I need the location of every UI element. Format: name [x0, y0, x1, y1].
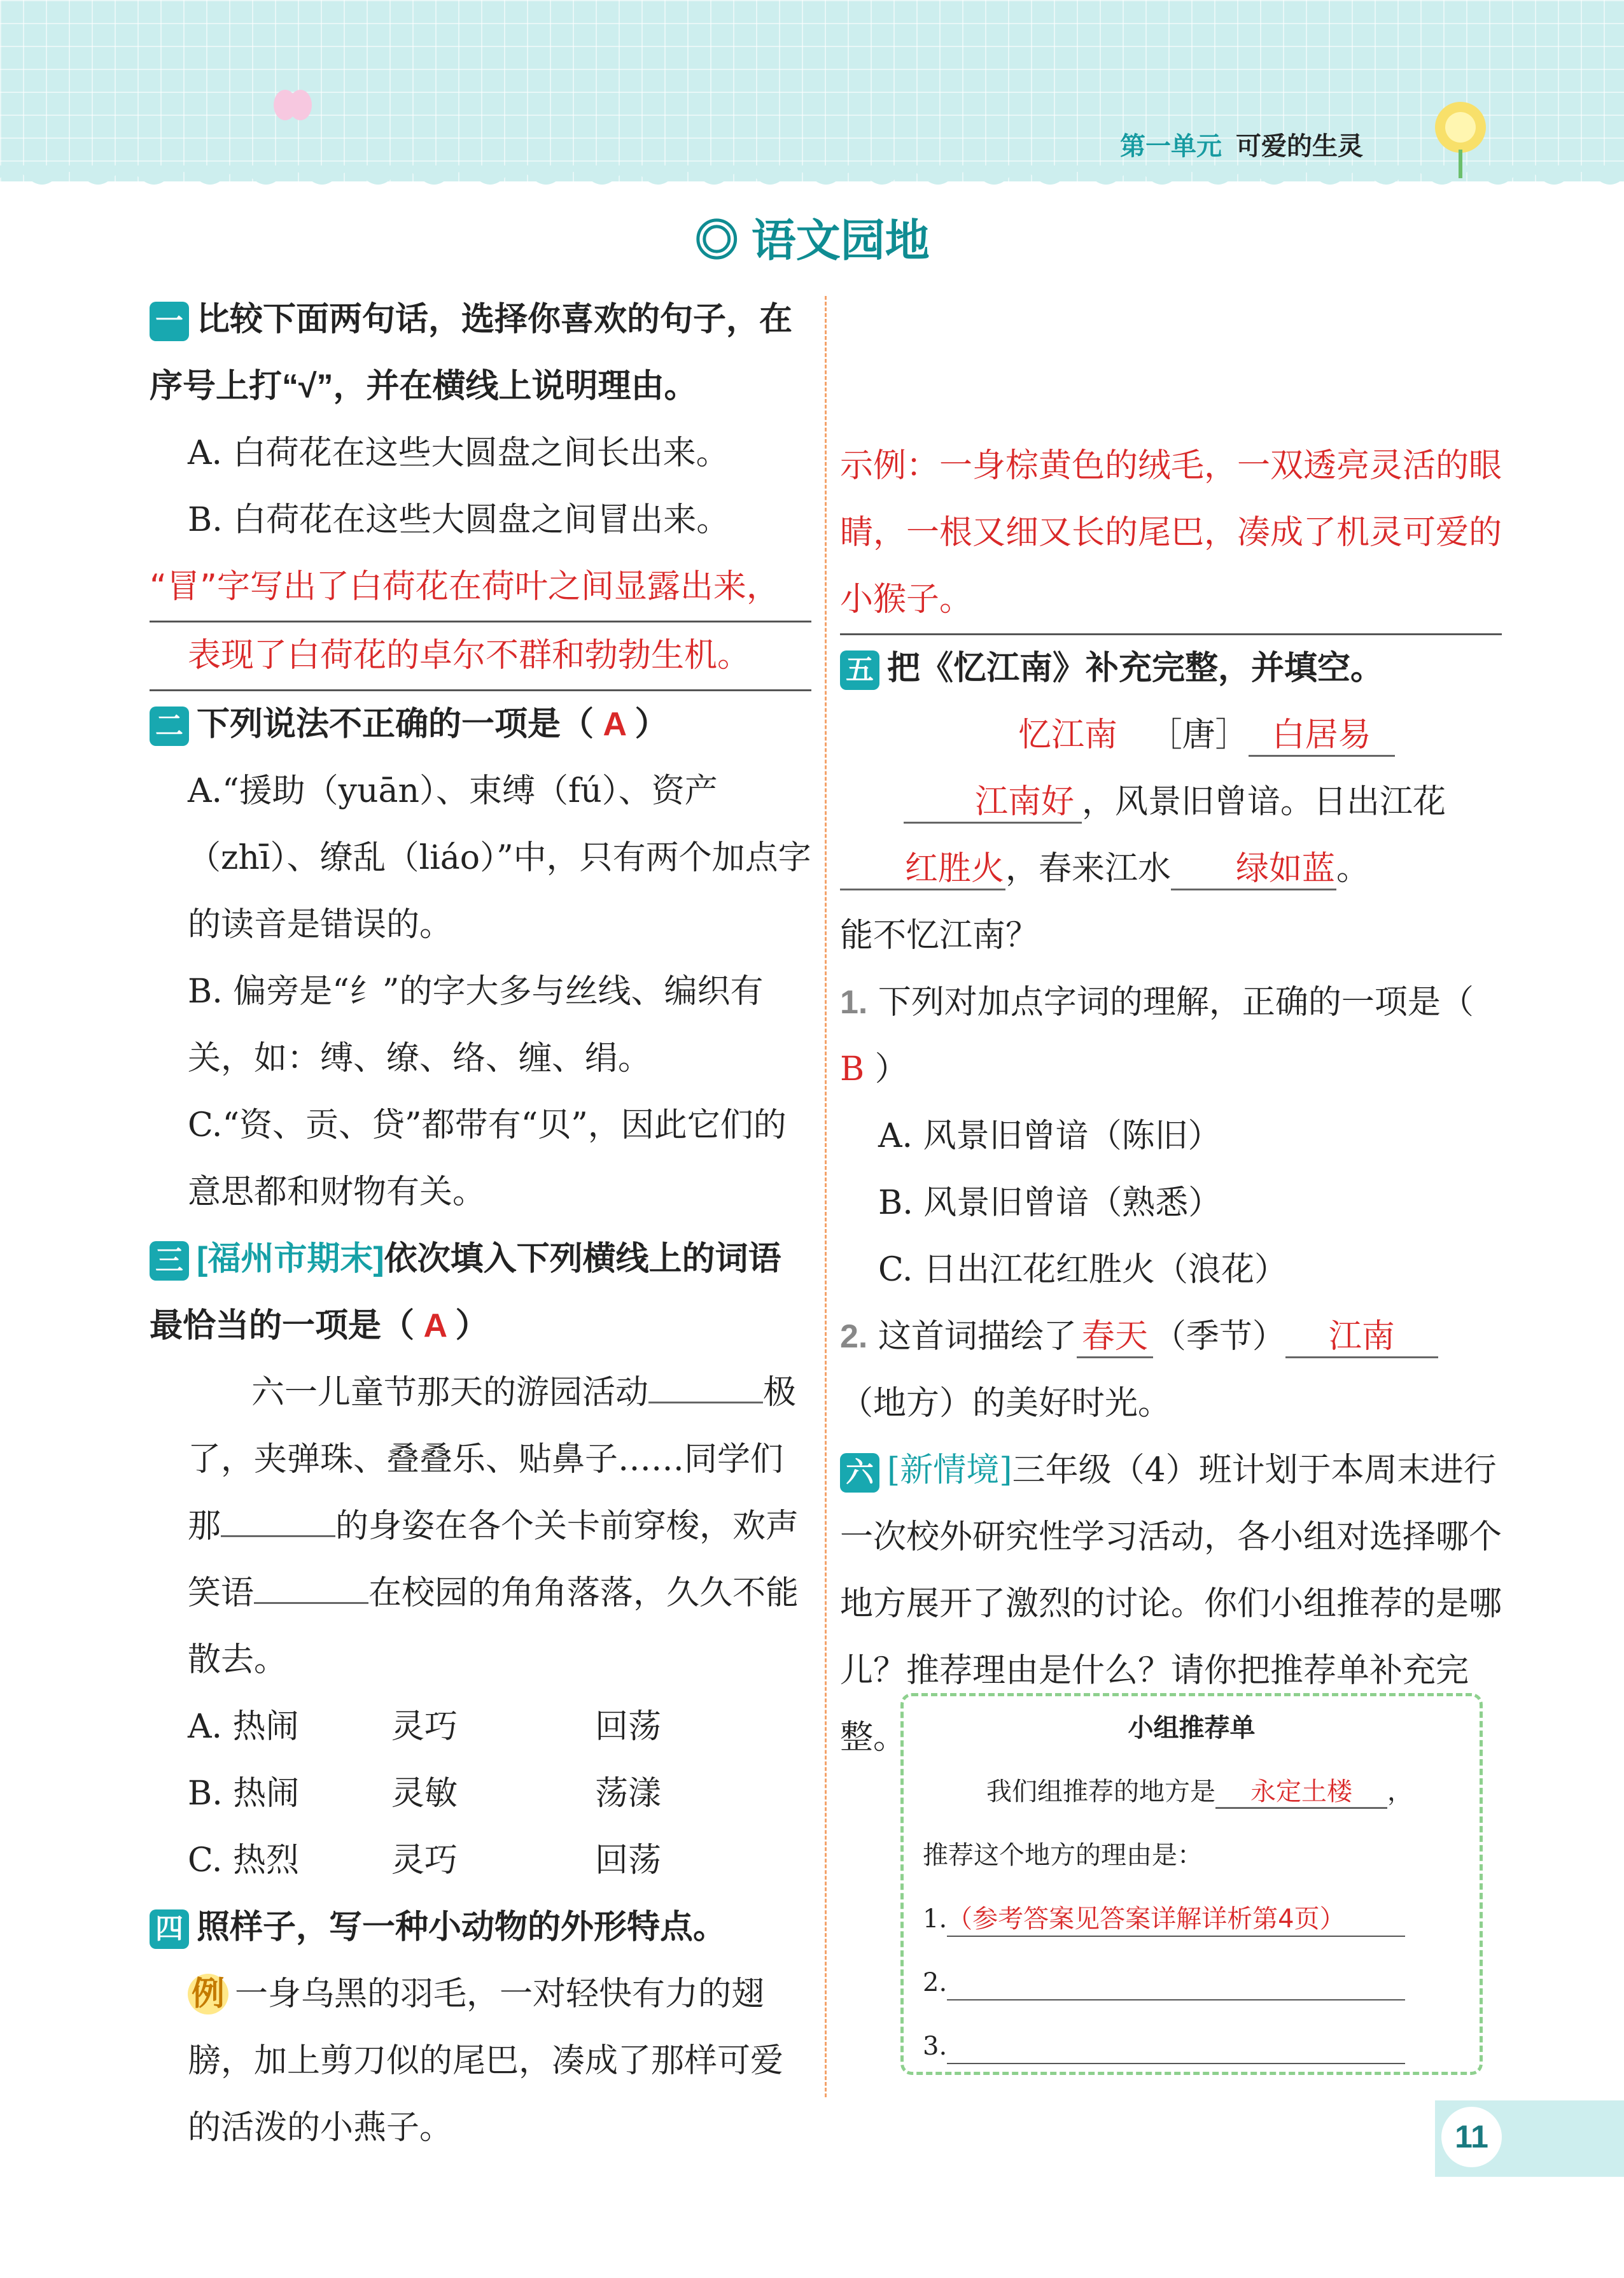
poem-line-2b: ，春来江水 [1005, 850, 1172, 888]
poem-blank-1: 江南好 [904, 782, 1082, 824]
poem-line-2c: 。 [1336, 850, 1370, 888]
q3-b-2: 灵敏 [391, 1775, 458, 1813]
q3-p1: 六一儿童节那天的游园活动 [251, 1374, 649, 1412]
q3-answer: A [423, 1307, 447, 1344]
q3-a-2: 灵巧 [391, 1708, 458, 1746]
q3-close: ） [455, 1307, 489, 1344]
q3-b-3: 荡漾 [595, 1775, 662, 1813]
q3-p4: 在校园的角角落落，久久不能散去。 [188, 1574, 799, 1679]
right-column [840, 286, 1502, 1771]
q5-badge: 五 [840, 650, 879, 690]
page-number-band [1435, 2100, 1624, 2177]
poem-blank-2: 红胜火 [840, 849, 1005, 890]
card-line-1: 我们组推荐的地方是 [986, 1777, 1215, 1806]
q2 [150, 691, 811, 758]
q3-blank-2 [221, 1502, 335, 1537]
q4-badge: 四 [150, 1909, 189, 1949]
q4-text: 照样子，写一种小动物的外形特点。 [197, 1909, 727, 1946]
poem-line-1: ，风景旧曾谙。日出江 [1082, 783, 1413, 821]
page-title: ◎ 语文园地 [694, 216, 930, 265]
poem-line-2a: 花 [1413, 783, 1446, 821]
q6-badge: 六 [840, 1453, 879, 1493]
q5-sub2-text: 这首词描绘了 [878, 1318, 1077, 1356]
q5-place-label: （地方）的美好时光。 [840, 1384, 1172, 1423]
sunflower-icon [1425, 95, 1495, 178]
q4 [150, 1894, 811, 1961]
q5-sub2-num: 2. [840, 1318, 868, 1355]
q2-text: 下列说法不正确的一项是（ [197, 706, 594, 743]
q5-sub1-answer: B [840, 1050, 865, 1088]
q1-option-b-text: B. 白荷花在这些大圆盘之间冒出来。 [188, 501, 730, 539]
q5-sub1-num: 1. [840, 984, 868, 1021]
q3-c-3: 回荡 [595, 1841, 662, 1880]
poem-title: 忆江南 [1018, 716, 1118, 754]
q5-sub1-text: 下列对加点字词的理解，正确的一项是（ [878, 983, 1474, 1022]
q5-sub1-close: ） [874, 1050, 908, 1088]
q5-option-c: C. 日出江花红胜火（浪花） [878, 1251, 1287, 1289]
q3-p2: 极了，夹弹珠、叠叠乐、贴鼻子……同学们那 [188, 1374, 797, 1545]
q2-answer: A [603, 706, 626, 743]
poem-dynasty: ［唐］ [1149, 716, 1249, 754]
card-reason-2[interactable] [947, 1966, 1405, 2000]
q5-text: 把《忆江南》补充完整，并填空。 [887, 650, 1384, 687]
q5-season-answer: 春天 [1077, 1317, 1153, 1358]
poem-body [840, 769, 1502, 903]
card-line-2: 推荐这个地方的理由是： [923, 1841, 1203, 1870]
q3-blank-1 [648, 1368, 763, 1403]
q3-b-1: B. 热闹 [188, 1775, 300, 1813]
q1-answer-2: 表现了白荷花的卓尔不群和勃勃生机。 [150, 622, 811, 691]
q3-a-3: 回荡 [595, 1708, 662, 1746]
q1-answer-1: “冒”字写出了白荷花在荷叶之间显露出来， [150, 554, 811, 622]
q3-text: 依次填入下列横线上的词语最恰当的一项是（ [150, 1241, 781, 1344]
q6-tag: [新情境] [887, 1451, 1012, 1489]
q3-c-2: 灵巧 [391, 1841, 458, 1880]
q5-option-b: B. 风景旧曾谙（熟悉） [878, 1184, 1222, 1222]
poem-line-3: 能不忆江南？ [840, 917, 1039, 955]
q3-option-b [150, 1761, 811, 1827]
q2-option-b: B. 偏旁是“纟”的字大多与丝线、编织有关，如：缚、缭、络、缠、绢。 [188, 973, 764, 1078]
poem-blank-3: 绿如蓝 [1171, 849, 1336, 890]
unit-label [1120, 126, 1363, 162]
unit-number: 第一单元 [1120, 132, 1222, 160]
card-place-answer: 永定土楼 [1215, 1776, 1387, 1809]
poem-header [840, 702, 1502, 769]
q5-season-label: （季节） [1152, 1318, 1285, 1356]
q2-option-c: C.“资、贡、贷”都带有“贝”，因此它们的意思都和财物有关。 [188, 1106, 787, 1211]
q5-place-answer: 江南 [1285, 1317, 1438, 1358]
q2-option-a: A.“援助（yuān）、束缚（fú）、资产（zhī）、缭乱（liáo）”中，只有两个加点字的读音是错误的。 [188, 772, 811, 944]
card-title: 小组推荐单 [1128, 1714, 1256, 1742]
q5-option-a: A. 风景旧曾谙（陈旧） [878, 1117, 1221, 1155]
header-band [0, 0, 1624, 181]
poem-author: 白居易 [1249, 715, 1395, 757]
q1 [150, 286, 811, 420]
q4-example-text: 一身乌黑的羽毛，一对轻快有力的翅膀，加上剪刀似的尾巴，凑成了那样可爱的活泼的小燕子。 [188, 1975, 784, 2147]
q1-option-a: A. 白荷花在这些大圆盘之间长出来。 [188, 434, 729, 472]
q3-c-1: C. 热烈 [188, 1841, 299, 1880]
q3-option-c [150, 1827, 811, 1894]
q4-example [150, 1961, 811, 2162]
card-num-3: 3. [923, 2032, 948, 2061]
q5-sub2 [840, 1304, 1502, 1437]
card-num-2: 2. [923, 1968, 948, 1997]
q5 [840, 635, 1502, 702]
example-badge: 例 [188, 1974, 228, 2014]
column-divider [825, 296, 827, 2097]
q3 [150, 1226, 811, 1360]
q3-tag: [福州市期末] [197, 1241, 384, 1277]
q1-option-b [150, 487, 811, 554]
q3-option-a [150, 1694, 811, 1761]
recommendation-card: 小组推荐单 我们组推荐的地方是 永定土楼 ， 推荐这个地方的理由是： 1.（参考答案见答案详解详析第4页） 2. 3. [900, 1693, 1483, 2075]
q2-close: ） [634, 706, 668, 743]
q1-badge: 一 [150, 302, 189, 341]
left-column [150, 286, 811, 2162]
butterfly-icon [267, 83, 318, 134]
card-reason-1: （参考答案见答案详解详析第4页） [947, 1902, 1405, 1937]
q3-passage [150, 1360, 811, 1694]
card-reason-3[interactable] [947, 2030, 1405, 2064]
q3-p3: 的身姿在各个关卡前穿梭，欢声笑语 [188, 1507, 799, 1612]
header-wave [0, 165, 1624, 191]
card-num-1: 1. [923, 1904, 948, 1934]
q3-blank-3 [254, 1569, 368, 1604]
q4-answer: 示例：一身棕黄色的绒毛，一双透亮灵活的眼睛，一根又细又长的尾巴，凑成了机灵可爱的小猴子。 [840, 433, 1502, 635]
q5-sub1 [840, 969, 1502, 1103]
q1-text: 比较下面两句话，选择你喜欢的句子，在序号上打“√”，并在横线上说明理由。 [150, 301, 793, 405]
q3-a-1: A. 热闹 [188, 1708, 299, 1746]
q3-badge: 三 [150, 1241, 189, 1281]
q2-badge: 二 [150, 707, 189, 746]
page-number: 11 [1441, 2107, 1502, 2167]
unit-title: 可爱的生灵 [1236, 132, 1363, 160]
q6-text: 三年级（4）班计划于本周末进行一次校外研究性学习活动，各小组对选择哪个地方展开了激烈的讨论。你们小组推荐的是哪儿？推荐理由是什么？请你把推荐单补充完整。 [840, 1451, 1502, 1757]
